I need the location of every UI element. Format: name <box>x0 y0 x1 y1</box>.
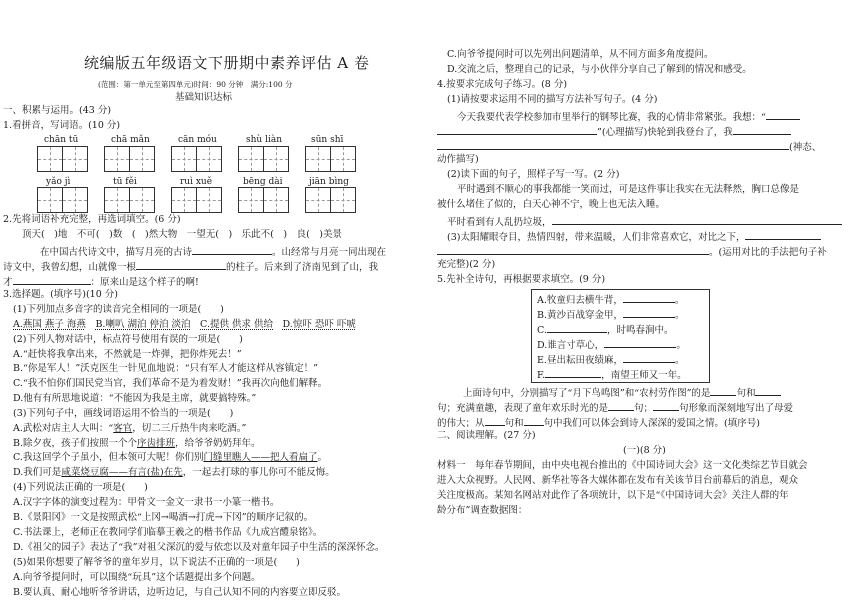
answer-blank[interactable] <box>545 366 601 378</box>
exam-scope: (范围：第一单元至第四单元)时间：90 分钟 满分:100 分 <box>98 80 293 89</box>
poem-b: B.黄沙百战穿金甲， 。 <box>537 306 685 324</box>
writing-grid[interactable] <box>305 187 356 213</box>
q3-s5-d: D.交流之后，整理自己的记录，与小伙伴分享自己了解到的情况和感受。 <box>447 64 752 75</box>
q4-1-c: (神态、 <box>437 138 821 156</box>
answer-blank[interactable] <box>552 213 842 225</box>
answer-blank[interactable] <box>604 336 676 348</box>
writing-grid[interactable] <box>171 146 222 172</box>
answer-blank[interactable] <box>653 399 679 411</box>
q3-s3-d: D.我们可是咸菜烧豆腐——有言(盐)在先，一起去打球的事儿你可不能反悔。 <box>13 467 335 478</box>
q3-s3-c: C.我这回学个子虽小，但本领可大呢！你们别门缝里瞧人——把人看扁了。 <box>13 452 327 463</box>
answer-blank[interactable] <box>608 399 634 411</box>
poem-e: E.昼出耘田夜绩麻， 。 <box>537 351 684 369</box>
q3-s5-a: A.向爷爷提问时，可以围绕“玩具”这个话题提出多个问题。 <box>13 572 261 583</box>
writing-grid[interactable] <box>104 146 155 172</box>
q3-s1: (1)下列加点多音字的读音完全相同的一项是( ) <box>13 304 224 315</box>
q4-1-d: 动作描写) <box>437 154 479 165</box>
q4-3-b: 。(运用对比的手法把句子补 <box>437 243 827 261</box>
q2-idioms: 顶天( )地 不可( )数 ( )然大物 一望无( ) 乐此不( ) 良( )美景 <box>22 229 342 240</box>
q3-s1-options: A.燕国 燕子 海燕 B.喇叭 湖泊 停泊 淡泊 C.提供 供求 供给 D.惊吓 恐吓 吓唬 <box>13 319 356 330</box>
pinyin-2: chā mǎn <box>111 135 150 145</box>
q3-s3: (3)下列句子中，画线词语运用不恰当的一项是( ) <box>13 408 234 419</box>
q5-line2: 句；充满童趣，表现了童年欢乐时光的是 句； 句形象而深刻地写出了母爱 <box>437 399 793 417</box>
q3-s4-a: A.汉字字体的演变过程为：甲骨文一金文一隶书一小篆一楷书。 <box>13 497 280 508</box>
answer-blank[interactable] <box>755 384 781 396</box>
q3-s4-c: C.书法课上，老师正在教同学们临摹王羲之的楷书作品《九成宫醴泉铭》。 <box>13 527 323 538</box>
q2-line4: 才 ：原来山是这个样子的啊! <box>3 273 199 291</box>
answer-blank[interactable] <box>710 384 736 396</box>
material-line-1: 材料一 每年春节期间，由中央电视台推出的《中国诗词大会》这一文化类综艺节目就会 <box>437 460 808 471</box>
q3-s2-a: A.“赶快将我拿出来，不然就是一炸弹，把你炸死去！” <box>13 349 242 360</box>
section-basic: 基础知识达标 <box>175 92 233 103</box>
writing-grid[interactable] <box>171 187 222 213</box>
q4-1: (1)请按要求运用不同的描写方法补写句子。(4 分) <box>447 94 658 105</box>
q5-line1: 上面诗句中，分别描写了“月下鸟鸣图”和“农村劳作图”的是 句和 <box>463 384 781 402</box>
answer-blank[interactable] <box>733 123 791 135</box>
q3-s2-d: D.他有有所思地说道：“不能因为我是主席，就要搞特殊。” <box>13 393 257 404</box>
page-title: 统编版五年级语文下册期中素养评估 A 卷 <box>84 54 370 72</box>
q4-stem: 4.按要求完成句子练习。(8 分) <box>437 79 568 90</box>
material-line-2: 进入大众视野。人民网、新华社等各大媒体都在发布有关该节目台前幕后的消息，观众 <box>437 475 799 486</box>
pinyin-8: ruì xuě <box>180 177 213 187</box>
answer-blank[interactable] <box>485 414 505 426</box>
pinyin-3: cān móu <box>178 135 217 145</box>
answer-blank[interactable] <box>623 306 675 318</box>
q3-s4-d: D.《祖父的园子》表达了“我”对祖父深沉的爱与依恋以及对童年园子中生活的深深怀念。 <box>13 542 385 553</box>
q3-s2-b: B.“你是军人！”沃克医生一针见血地说：“只有军人才能这样从容镇定！” <box>13 363 318 374</box>
answer-blank[interactable] <box>745 228 821 240</box>
poem-f: F. ，南望王师又一年。 <box>537 366 687 384</box>
part1-heading: 一、积累与运用。(43 分) <box>3 105 112 116</box>
poem-d: D.谁言寸草心， 。 <box>537 336 686 354</box>
writing-grid[interactable] <box>104 187 155 213</box>
q3-s3-b: B.除夕夜，孩子们按照一个个序齿排班，给爷爷奶奶拜年。 <box>13 438 261 449</box>
q3-s2-c: C.“我不怕你们国民党当官，我们革命不是为着发财！”我再次向他们解释。 <box>13 378 328 389</box>
q3-s3-a: A.武松对店主人大叫：“客官，切二三斤热牛肉来吃酒。” <box>13 423 247 434</box>
pinyin-4: shù liàn <box>246 135 282 145</box>
q2-line2: 在中国古代诗文中，描写月亮的古诗 。山经常与月亮一同出现在 <box>40 243 386 261</box>
q4-2: (2)读下面的句子，照样子写一写。(2 分) <box>447 169 620 180</box>
q3-s5: (5)如果你想要了解爷爷的童年岁月，以下说法不正确的一项是( ) <box>13 557 300 568</box>
pinyin-6: yǎo jì <box>46 177 71 187</box>
writing-grid[interactable] <box>37 146 88 172</box>
pinyin-1: chān tū <box>44 135 79 145</box>
q1-stem: 1.看拼音，写词语。(10 分) <box>3 120 121 131</box>
answer-blank[interactable] <box>547 321 607 333</box>
q5-line3: 的伟大；从 句和 句中我们可以体会到诗人深深的爱国之情。(填序号) <box>437 414 760 432</box>
answer-blank[interactable] <box>766 108 800 120</box>
q3-s5-c: C.向爷爷提问时可以先列出问题清单，从不同方面多角度提问。 <box>447 49 714 60</box>
writing-grid[interactable] <box>37 187 88 213</box>
q4-2-a: 平时遇到不顺心的事我都能一笑而过，可是这件事让我实在无法释然，胸口总像是 <box>457 184 800 195</box>
pinyin-7: tū fěi <box>113 177 137 187</box>
q5-stem: 5.先补全诗句，再根据要求填空。(9 分) <box>437 274 606 285</box>
q2-line3: 诗文中，我曾幻想，山就像一根 的柱子。后来到了济南见到了山，我 <box>3 258 378 276</box>
material-line-4: 龄分布”调查数据图： <box>437 505 528 516</box>
answer-blank[interactable] <box>623 291 675 303</box>
q3-stem: 3.选择题。(填序号)(10 分) <box>3 289 118 300</box>
answer-blank[interactable] <box>437 123 597 135</box>
answer-blank[interactable] <box>13 273 91 285</box>
q4-3-c: 充完整)(2 分) <box>437 259 496 270</box>
material-line-3: 关注度极高。某知名网站对此作了各项统计，以下是“《中国诗词大会》关注人群的年 <box>437 490 789 501</box>
q4-1-a: 今天我要代表学校参加市里举行的钢琴比赛，我的心情非常紧张。我想：“ <box>457 108 800 126</box>
answer-blank[interactable] <box>437 243 709 255</box>
writing-grid[interactable] <box>305 146 356 172</box>
pinyin-10: jiān bìng <box>309 177 349 187</box>
q3-s2: (2)下列人物对话中，标点符号使用有误的一项是( ) <box>13 334 243 345</box>
answer-blank[interactable] <box>192 243 272 255</box>
answer-blank[interactable] <box>437 138 789 150</box>
answer-blank[interactable] <box>524 414 544 426</box>
writing-grid[interactable] <box>238 146 289 172</box>
poem-c: C. ，时鸣春涧中。 <box>537 321 673 339</box>
q2-stem: 2.先将词语补充完整，再选词填空。(6 分) <box>3 214 181 225</box>
pinyin-9: bēng dài <box>243 177 283 187</box>
q4-3-a: (3)太阳耀眼夺目，热情四射，带来温暖，人们非常喜欢它，对比之下， <box>447 228 821 246</box>
q4-2-c: 平时看到有人乱扔垃圾， <box>447 213 842 231</box>
q3-s4-b: B.《景阳冈》一文是按照武松“上冈→喝酒→打虎→下冈”的顺序记叙的。 <box>13 512 314 523</box>
q4-1-b: ”(心理描写)快轮到我登台了，我 <box>437 123 791 141</box>
q4-2-b: 被什么堵住了似的，白天心神不宁，晚上也无法入睡。 <box>437 199 666 210</box>
answer-blank[interactable] <box>136 258 226 270</box>
poem-a: A.牧童归去横牛背， 。 <box>537 291 684 309</box>
reading-section-1: (一)(8 分) <box>623 445 666 456</box>
part2-heading: 二、阅读理解。(27 分) <box>437 430 536 441</box>
answer-blank[interactable] <box>623 351 675 363</box>
q3-s4: (4)下列说法正确的一项是( ) <box>13 482 148 493</box>
writing-grid[interactable] <box>238 187 289 213</box>
pinyin-5: sūn shī <box>311 135 344 145</box>
q3-s5-b: B.要认真、耐心地听爷爷讲话，边听边记，与自己认知不同的内容要立即反驳。 <box>13 587 347 598</box>
